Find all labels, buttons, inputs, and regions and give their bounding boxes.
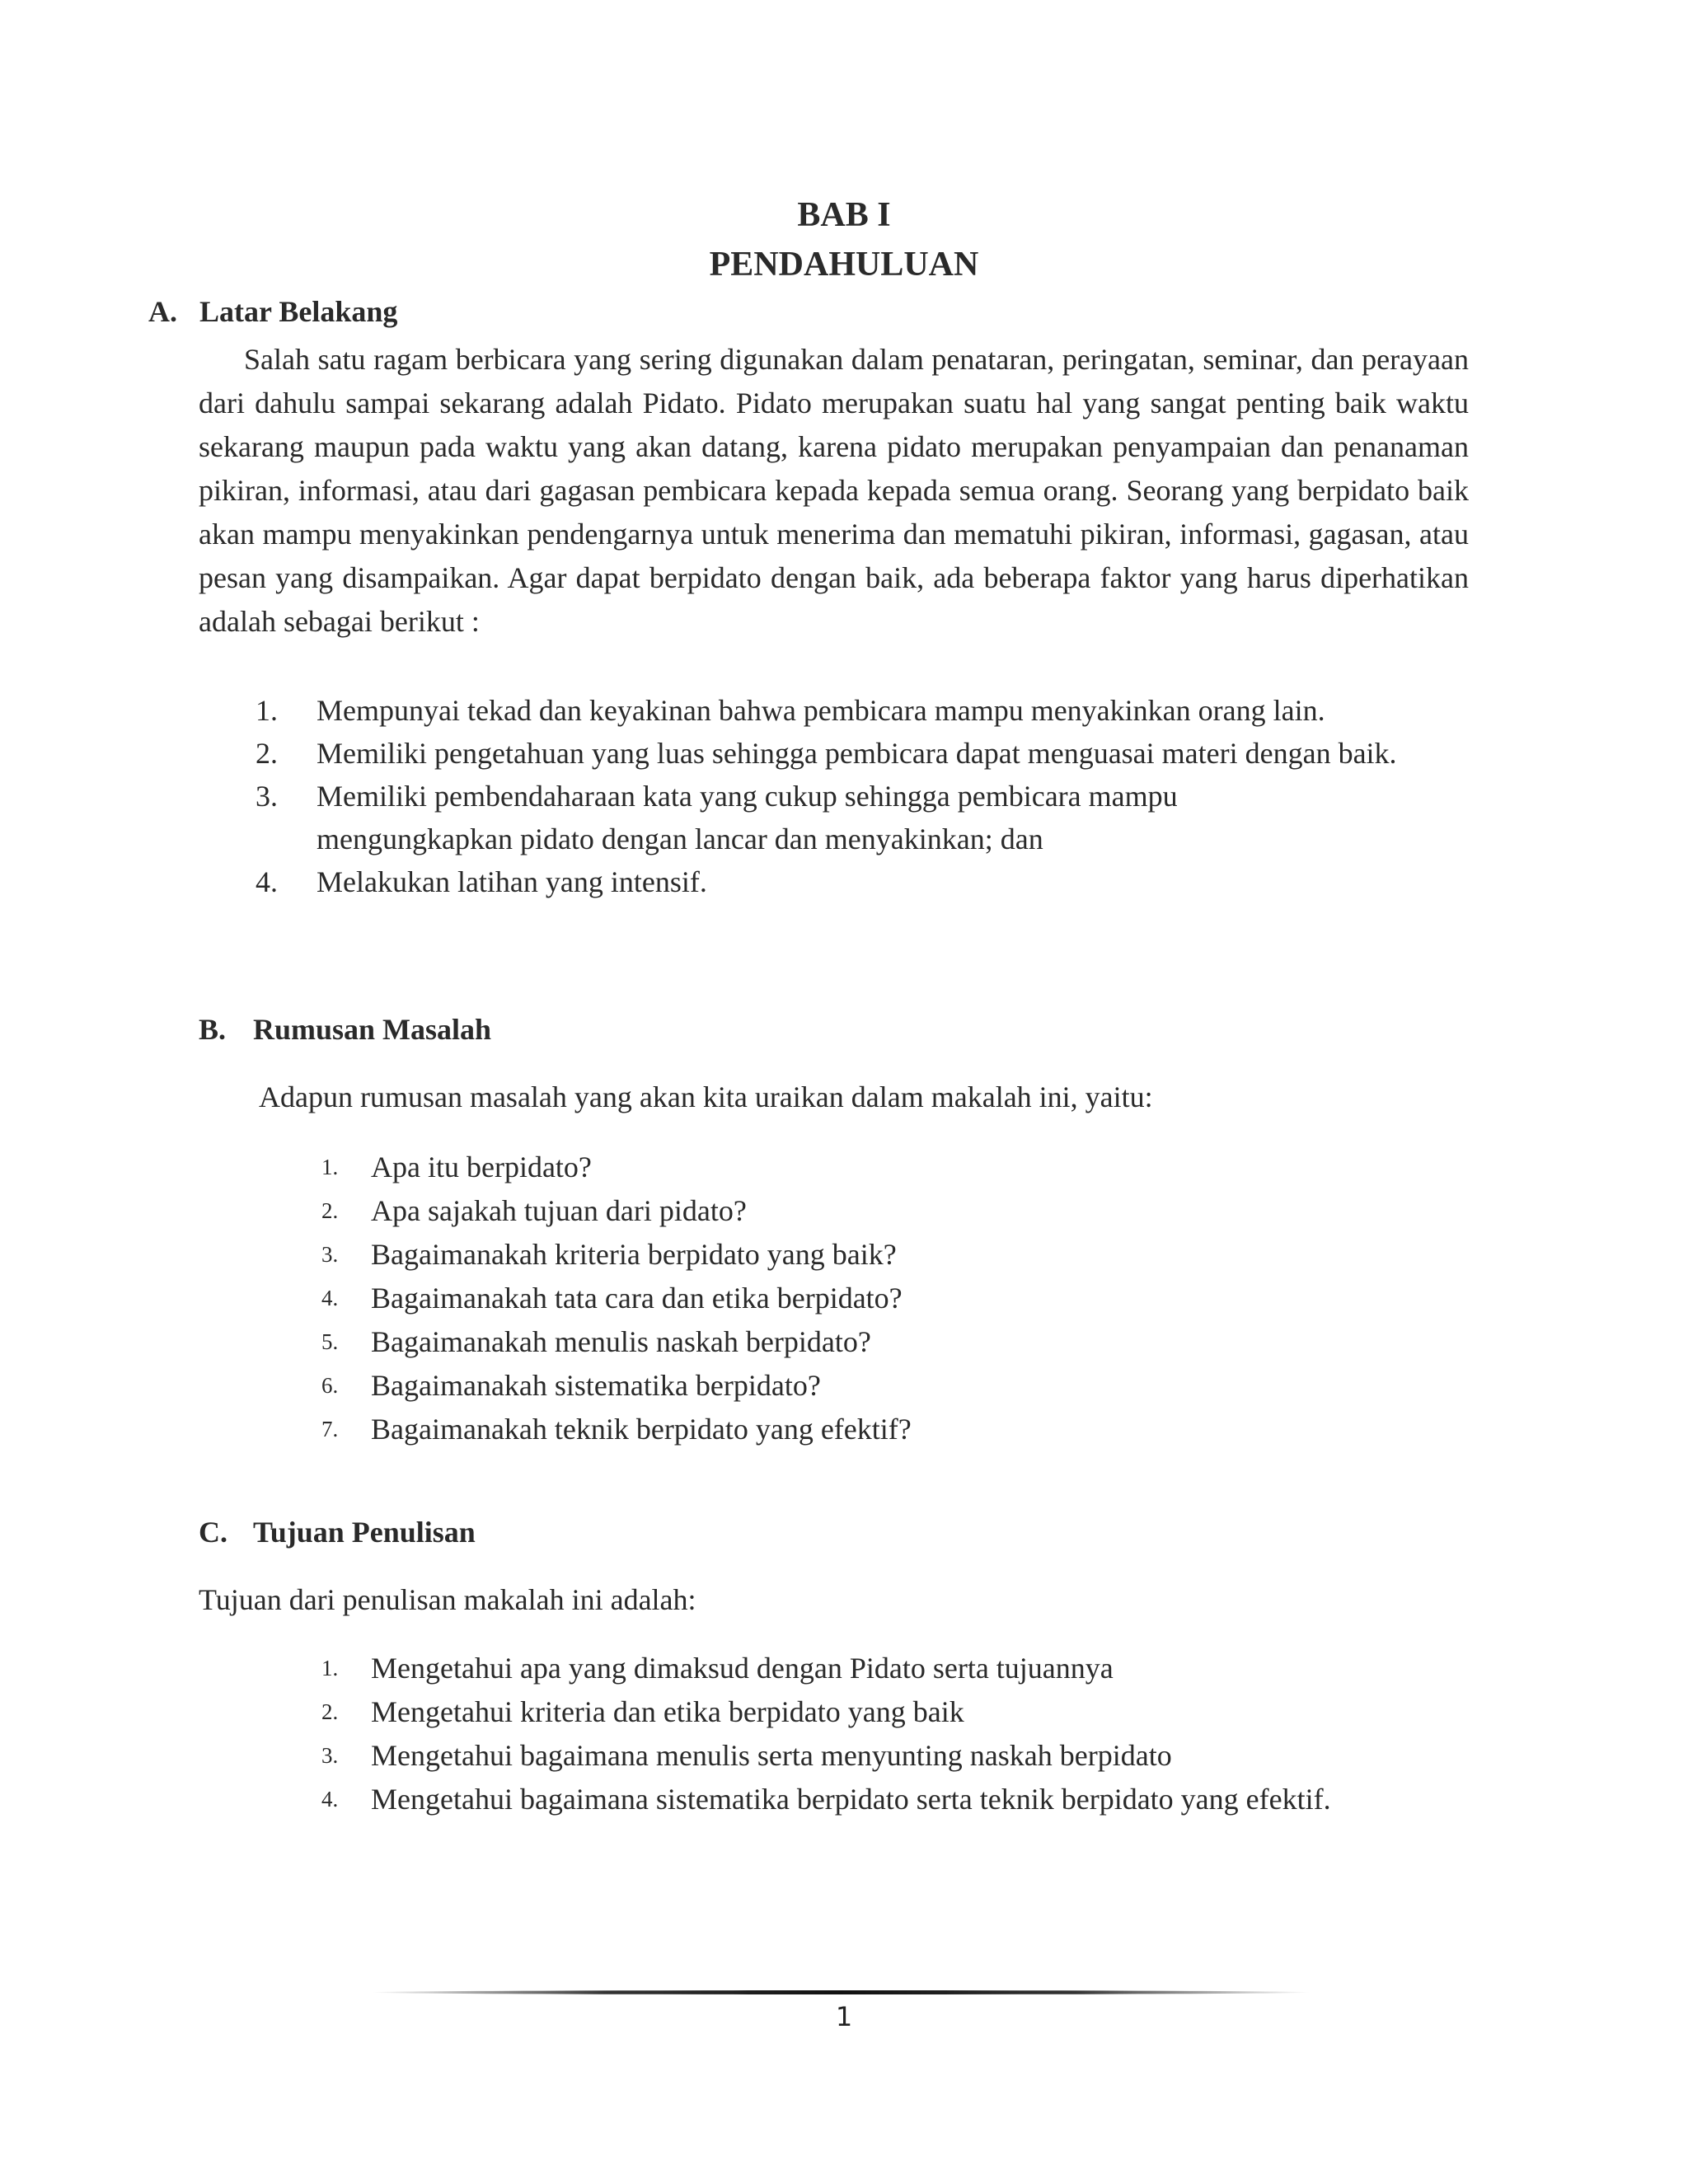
list-item: [321, 1647, 1475, 1690]
list-item-number: 3.: [321, 1743, 339, 1768]
section-b-letter: B.: [199, 1013, 227, 1046]
list-item-text: Bagaimanakah teknik berpidato yang efektif?: [371, 1413, 912, 1446]
chapter-number: BAB I: [797, 196, 891, 234]
list-item-text: Apa sajakah tujuan dari pidato?: [371, 1194, 747, 1227]
section-c-title: Tujuan Penulisan: [253, 1516, 476, 1549]
list-item-text: Bagaimanakah tata cara dan etika berpidato?: [371, 1282, 903, 1315]
list-item: [321, 1408, 1393, 1451]
list-item-number: 3.: [321, 1242, 339, 1267]
list-item-number: 3.: [256, 780, 278, 813]
list-item: [321, 1690, 1475, 1734]
list-item: [321, 1146, 1393, 1189]
list-item: [256, 775, 1455, 860]
list-item: [256, 689, 1455, 732]
section-a-paragraph: Salah satu ragam berbicara yang sering digunakan dalam penataran, peringatan, seminar, dan perayaan dari dahulu sampai sekarang adalah Pidato. Pidato merupakan suatu hal yang sangat penting baik waktu sekarang maupun pada waktu yang akan datang, karena pidato merupakan penyampaian dan penanaman pikiran, informasi, atau dari gagasan pembicara kepada kepada semua orang. Seorang yang berpidato baik akan mampu menyakinkan pendengarnya untuk menerima dan mematuhi pikiran, informasi, gagasan, atau pesan yang disampaikan. Agar dapat berpidato dengan baik, ada beberapa faktor yang harus diperhatikan adalah sebagai berikut :: [199, 343, 1469, 638]
section-a-list: [256, 689, 1455, 903]
list-item: [321, 1364, 1393, 1408]
section-a-heading: [148, 294, 397, 329]
list-item-number: 4.: [321, 1286, 339, 1310]
list-item-number: 5.: [321, 1329, 339, 1354]
list-item-text: Melakukan latihan yang intensif.: [316, 865, 707, 898]
list-item: [321, 1778, 1475, 1821]
footer-divider: [371, 1990, 1311, 1994]
list-item: [321, 1277, 1393, 1320]
section-c-list: [321, 1647, 1475, 1821]
list-item-number: 7.: [321, 1417, 339, 1441]
list-item: [321, 1734, 1475, 1778]
list-item-text: Mempunyai tekad dan keyakinan bahwa pembicara mampu menyakinkan orang lain.: [316, 694, 1325, 727]
section-c-heading: [199, 1515, 476, 1549]
section-b-lead: Adapun rumusan masalah yang akan kita uraikan dalam makalah ini, yaitu:: [259, 1080, 1153, 1113]
section-c-lead: Tujuan dari penulisan makalah ini adalah:: [199, 1583, 696, 1616]
list-item-text: Apa itu berpidato?: [371, 1151, 592, 1183]
list-item-number: 6.: [321, 1373, 339, 1398]
list-item-text: Mengetahui bagaimana menulis serta menyunting naskah berpidato: [371, 1739, 1172, 1772]
list-item-text: Mengetahui bagaimana sistematika berpidato serta teknik berpidato yang efektif.: [371, 1783, 1331, 1816]
section-b-list: [321, 1146, 1393, 1451]
list-item-number: 1.: [256, 694, 278, 727]
list-item: [321, 1189, 1393, 1233]
page-number: 1: [835, 2001, 853, 2032]
list-item-number: 1.: [321, 1656, 339, 1680]
section-b-title: Rumusan Masalah: [253, 1013, 492, 1046]
list-item-text: Mengetahui apa yang dimaksud dengan Pidato serta tujuannya: [371, 1652, 1114, 1685]
list-item-text: Bagaimanakah sistematika berpidato?: [371, 1369, 821, 1402]
list-item-text: Memiliki pengetahuan yang luas sehingga pembicara dapat menguasai materi dengan baik.: [316, 737, 1397, 770]
list-item-number: 1.: [321, 1155, 339, 1179]
list-item-number: 4.: [321, 1787, 339, 1811]
list-item-number: 2.: [321, 1198, 339, 1223]
list-item-number: 2.: [256, 737, 278, 770]
section-a-title: Latar Belakang: [199, 295, 398, 328]
list-item: [321, 1320, 1393, 1364]
list-item-number: 4.: [256, 865, 278, 898]
list-item: [256, 732, 1455, 775]
section-a-letter: A.: [148, 295, 177, 328]
list-item-text: Mengetahui kriteria dan etika berpidato yang baik: [371, 1695, 964, 1728]
section-b-heading: [199, 1012, 491, 1047]
section-c-letter: C.: [199, 1516, 227, 1549]
list-item-text: Bagaimanakah menulis naskah berpidato?: [371, 1325, 871, 1358]
chapter-title: PENDAHULUAN: [709, 246, 979, 284]
list-item-number: 2.: [321, 1699, 339, 1724]
list-item: [321, 1233, 1393, 1277]
list-item-text: Memiliki pembendaharaan kata yang cukup sehingga pembicara mampu mengungkapkan pidato dengan lancar dan menyakinkan; dan: [316, 780, 1178, 855]
list-item-text: Bagaimanakah kriteria berpidato yang baik?: [371, 1238, 897, 1271]
list-item: [256, 860, 1455, 903]
